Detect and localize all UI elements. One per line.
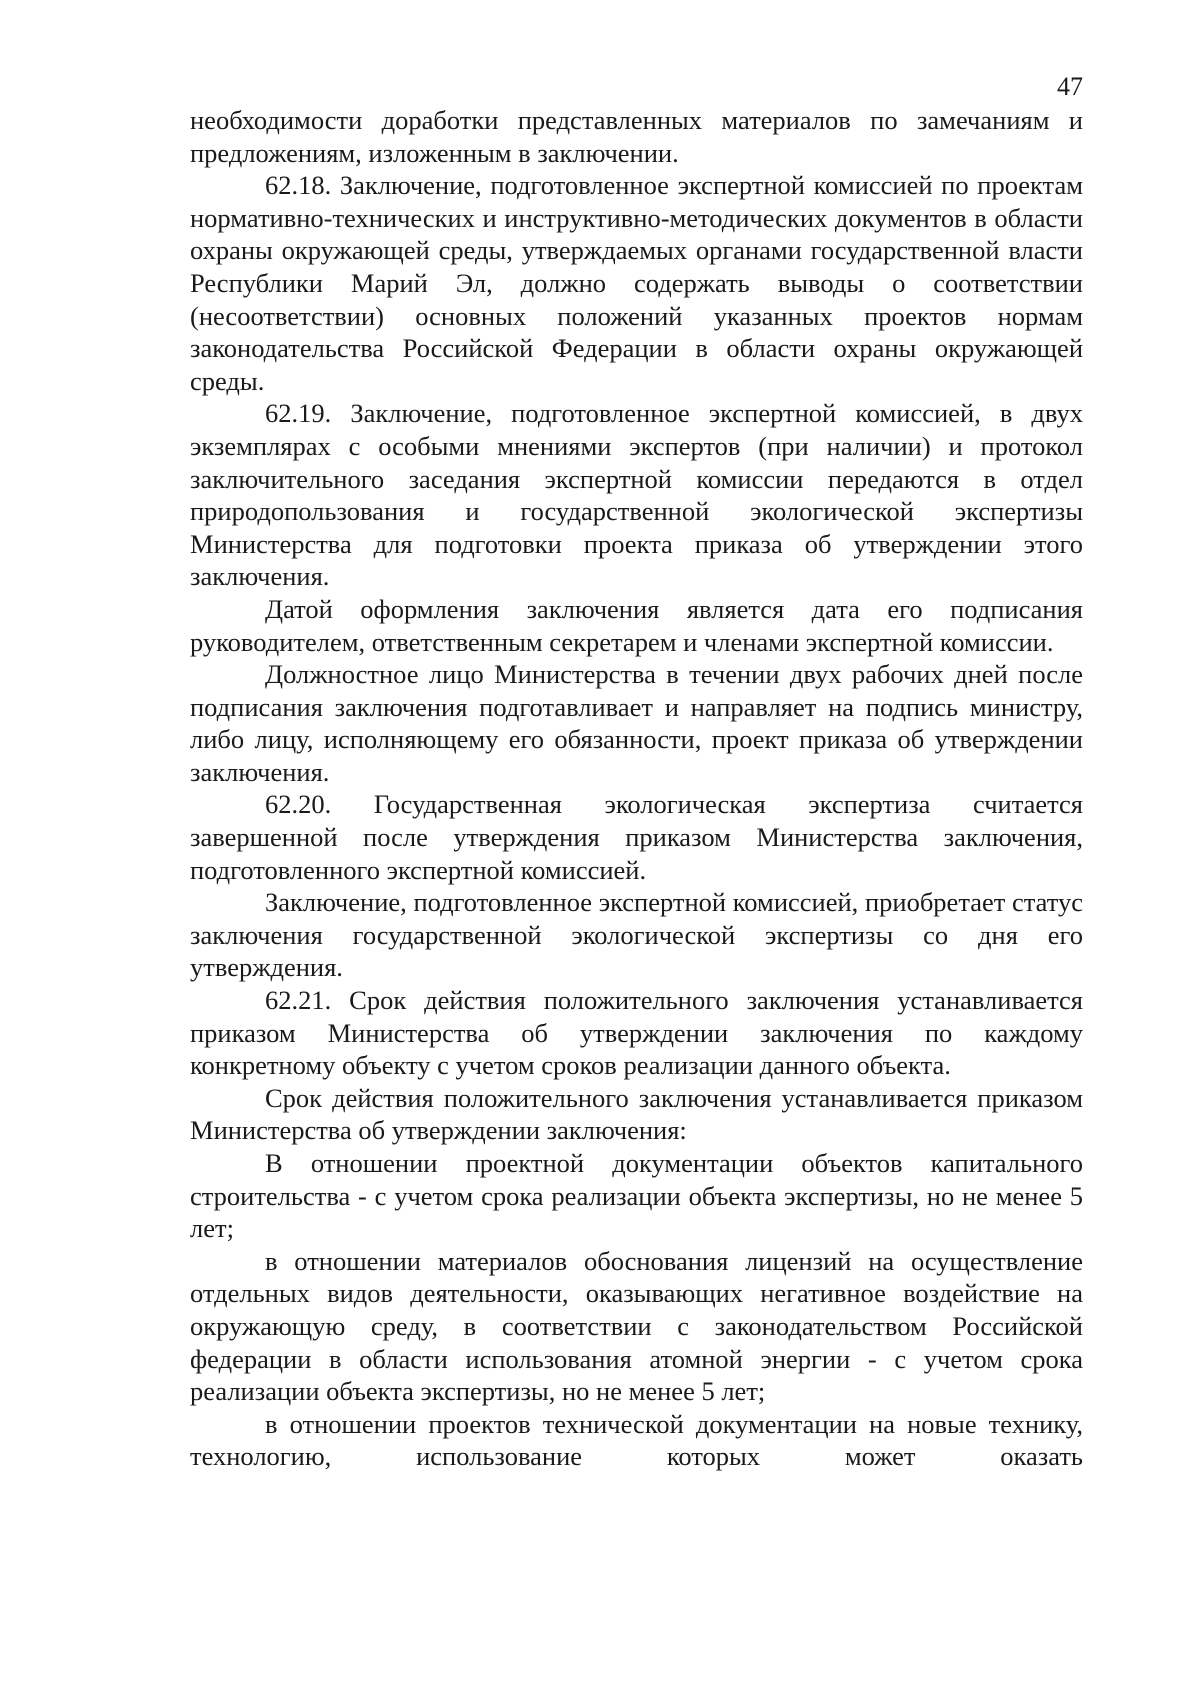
- paragraph-validity-period: Срок действия положительного заключения устанавливается приказом Министерства об утверждении заключения:: [190, 1082, 1083, 1146]
- paragraph-continuation: необходимости доработки представленных материалов по замечаниям и предложениям, изложенным в заключении.: [190, 105, 1083, 168]
- page-number: 47: [1057, 72, 1083, 101]
- paragraph-62-19: 62.19. Заключение, подготовленное экспертной комиссией, в двух экземплярах с особыми мнениями экспертов (при наличии) и протокол заключительного заседания экспертной комиссии передаются в отдел природопользования и государственной экологической экспертизы Министерства для подготовки проекта приказа об утверждении этого заключения.: [190, 398, 1083, 592]
- paragraph-official-duties: Должностное лицо Министерства в течении двух рабочих дней после подписания заключения подготавливает и направляет на подпись министру, либо лицу, исполняющему его обязанности, проект приказа об утверждении заключения.: [190, 659, 1083, 787]
- paragraph-technical-documentation: в отношении проектов технической документации на новые технику, технологию, использование которых может оказать: [190, 1408, 1083, 1472]
- paragraph-62-18: 62.18. Заключение, подготовленное экспертной комиссией по проектам нормативно-технических и инструктивно-методических документов в области охраны окружающей среды, утверждаемых органами государственной власти Республики Марий Эл, должно содержать выводы о соответствии (несоответствии) основных положений указанных проектов нормам законодательства Российской Федерации в области охраны окружающей среды.: [190, 170, 1083, 396]
- paragraph-62-20: 62.20. Государственная экологическая экспертиза считается завершенной после утверждения приказом Министерства заключения, подготовленного экспертной комиссией.: [190, 789, 1083, 885]
- paragraph-conclusion-status: Заключение, подготовленное экспертной комиссией, приобретает статус заключения государственной экологической экспертизы со дня его утверждения.: [190, 887, 1083, 983]
- document-body: [190, 104, 1083, 1473]
- paragraph-capital-construction: В отношении проектной документации объектов капитального строительства - с учетом срока реализации объекта экспертизы, но не менее 5 лет;: [190, 1148, 1083, 1244]
- paragraph-date-of-conclusion: Датой оформления заключения является дата его подписания руководителем, ответственным секретарем и членами экспертной комиссии.: [190, 593, 1083, 657]
- paragraph-license-materials: в отношении материалов обоснования лицензий на осуществление отдельных видов деятельности, оказывающих негативное воздействие на окружающую среду, в соответствии с законодательством Российской федерации в области использования атомной энергии - с учетом срока реализации объекта экспертизы, но не менее 5 лет;: [190, 1245, 1083, 1407]
- paragraph-62-21: 62.21. Срок действия положительного заключения устанавливается приказом Министерства об утверждении заключения по каждому конкретному объекту с учетом сроков реализации данного объекта.: [190, 985, 1083, 1081]
